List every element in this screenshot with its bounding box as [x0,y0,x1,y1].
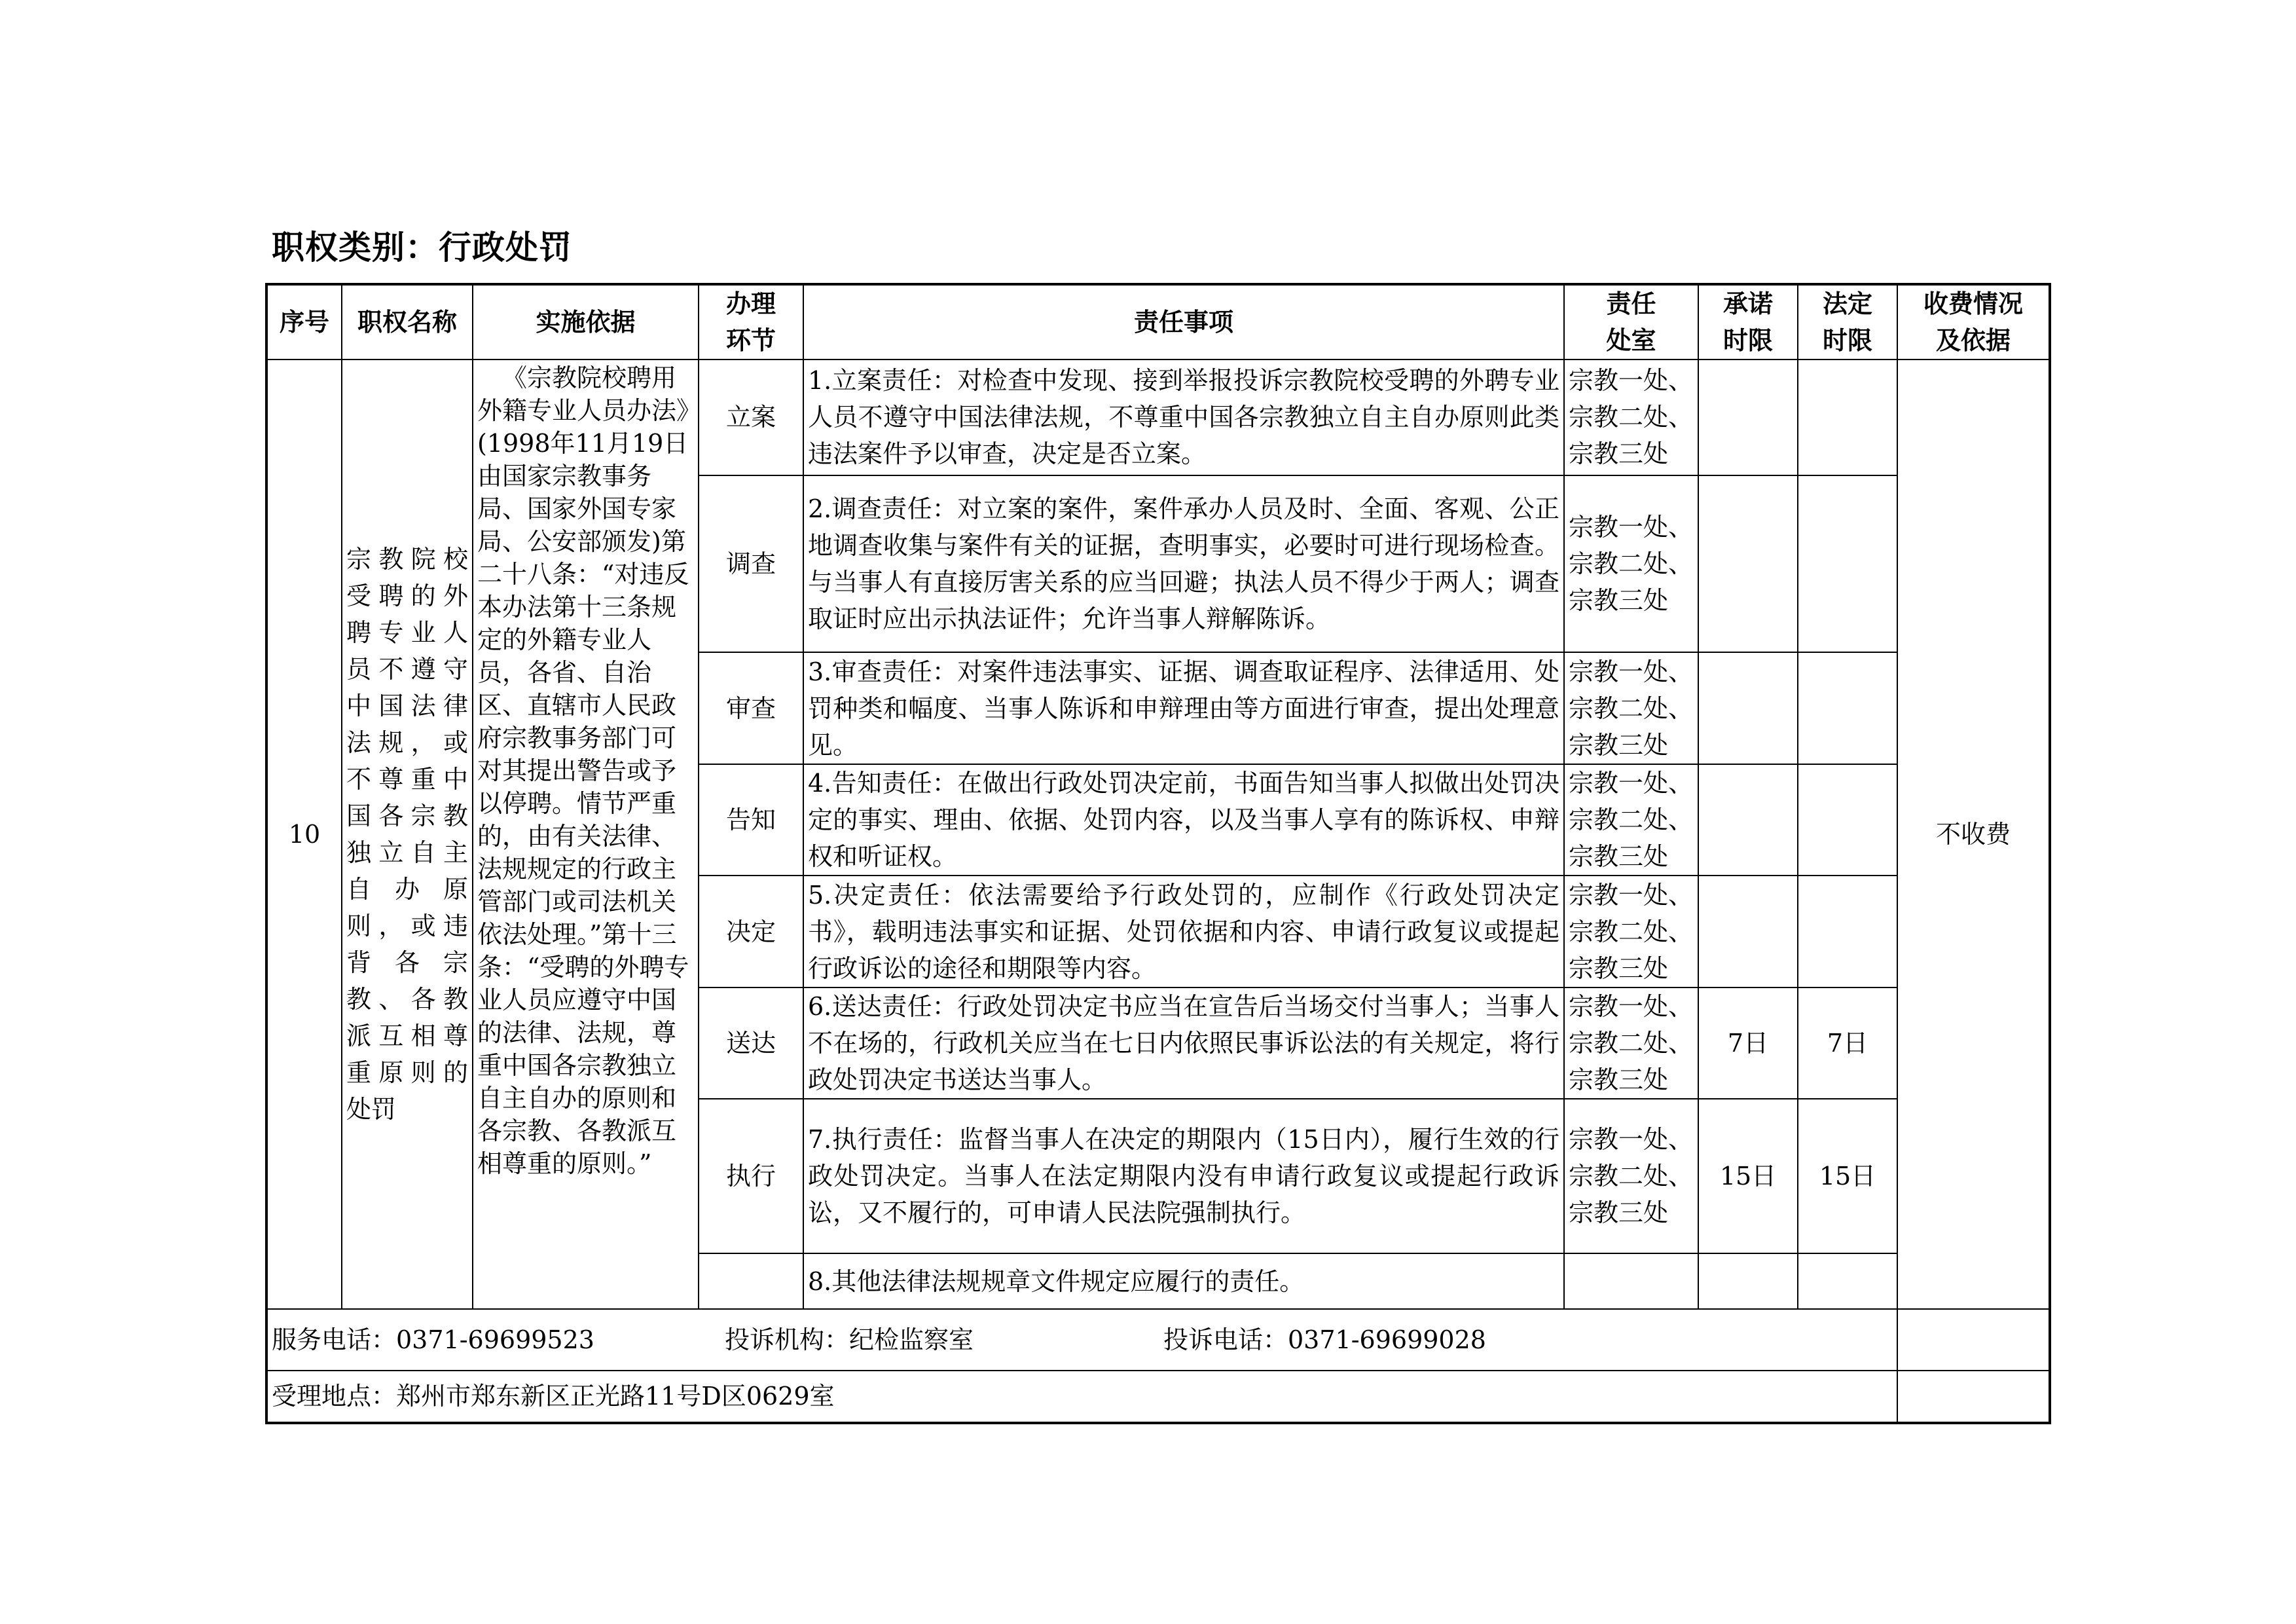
header-duty: 责任事项 [803,284,1564,360]
promise-cell [1698,360,1798,475]
legal-cell: 7日 [1798,987,1897,1099]
stage-cell: 执行 [699,1099,803,1253]
header-row [266,284,2050,360]
duty-cell: 3.审查责任：对案件违法事实、证据、调查取证程序、法律适用、处罚种类和幅度、当事人陈诉和申辩理由等方面进行审查，提出处理意见。 [803,652,1564,764]
promise-cell [1698,1253,1798,1309]
duty-cell: 5.决定责任：依法需要给予行政处罚的，应制作《行政处罚决定书》，载明违法事实和证据、处罚依据和内容、申请行政复议或提起行政诉讼的途径和期限等内容。 [803,876,1564,987]
legal-cell [1798,1253,1897,1309]
complaint-phone: 投诉电话：0371-69699028 [1163,1325,1486,1355]
office-cell: 宗教一处、 宗教二处、 宗教三处 [1564,475,1698,653]
page-title: 职权类别：行政处罚 [272,229,572,267]
duty-cell: 1.立案责任：对检查中发现、接到举报投诉宗教院校受聘的外聘专业人员不遵守中国法律法规，不尊重中国各宗教独立自主自办原则此类违法案件予以审查，决定是否立案。 [803,360,1564,475]
header-basis: 实施依据 [473,284,699,360]
stage-cell: 告知 [699,764,803,876]
header-promise: 承诺 时限 [1698,284,1798,360]
promise-cell: 7日 [1698,987,1798,1099]
legal-cell: 15日 [1798,1099,1897,1253]
stage-cell: 审查 [699,652,803,764]
contact-row [266,1309,2050,1370]
promise-cell [1698,475,1798,653]
duty-cell: 8.其他法律法规规章文件规定应履行的责任。 [803,1253,1564,1309]
header-fee: 收费情况 及依据 [1897,284,2050,360]
legal-cell [1798,652,1897,764]
office-cell: 宗教一处、 宗教二处、 宗教三处 [1564,764,1698,876]
stage-cell: 调查 [699,475,803,653]
office-cell: 宗教一处、 宗教二处、 宗教三处 [1564,1099,1698,1253]
stage-cell [699,1253,803,1309]
header-legal: 法定 时限 [1798,284,1897,360]
duty-cell: 7.执行责任：监督当事人在决定的期限内（15日内），履行生效的行政处罚决定。当事人在法定期限内没有申请行政复议或提起行政诉讼，又不履行的，可申请人民法院强制执行。 [803,1099,1564,1253]
empty-cell [1897,1309,2050,1370]
office-cell: 宗教一处、 宗教二处、 宗教三处 [1564,987,1698,1099]
service-phone: 服务电话：0371-69699523 [272,1325,594,1355]
duty-cell: 6.送达责任：行政处罚决定书应当在宣告后当场交付当事人；当事人不在场的，行政机关应当在七日内依照民事诉讼法的有关规定，将行政处罚决定书送达当事人。 [803,987,1564,1099]
table-row [266,360,2050,475]
header-office: 责任 处室 [1564,284,1698,360]
duty-cell: 4.告知责任：在做出行政处罚决定前，书面告知当事人拟做出处罚决定的事实、理由、依据、处罚内容，以及当事人享有的陈诉权、申辩权和听证权。 [803,764,1564,876]
duty-cell: 2.调查责任：对立案的案件，案件承办人员及时、全面、客观、公正地调查收集与案件有关的证据，查明事实，必要时可进行现场检查。与当事人有直接厉害关系的应当回避；执法人员不得少于两人；调查取证时应出示执法证件；允许当事人辩解陈诉。 [803,475,1564,653]
contact-cell [266,1309,1897,1370]
address-row [266,1371,2050,1423]
legal-cell [1798,360,1897,475]
seq-cell: 10 [266,360,342,1309]
promise-cell [1698,876,1798,987]
header-name: 职权名称 [342,284,473,360]
header-seq: 序号 [266,284,342,360]
power-name-cell: 宗教院校受聘的外聘专业人员不遵守中国法律法规，或不尊重中国各宗教独立自主自办原则，或违背各宗教、各教派互相尊重原则的处罚 [342,360,473,1309]
stage-cell: 送达 [699,987,803,1099]
legal-cell [1798,876,1897,987]
address-cell: 受理地点：郑州市郑东新区正光路11号D区0629室 [266,1371,1897,1423]
promise-cell [1698,764,1798,876]
empty-cell [1897,1371,2050,1423]
office-cell: 宗教一处、 宗教二处、 宗教三处 [1564,652,1698,764]
stage-cell: 决定 [699,876,803,987]
basis-cell: 《宗教院校聘用外籍专业人员办法》(1998年11月19日由国家宗教事务局、国家外国专家局、公安部颁发)第二十八条：“对违反本办法第十三条规定的外籍专业人员，各省、自治区、直辖市人民政府宗教事务部门可对其提出警告或予以停聘。情节严重的，由有关法律、法规规定的行政主管部门或司法机关依法处理。”第十三条：“受聘的外聘专业人员应遵守中国的法律、法规，尊重中国各宗教独立自主自办的原则和各宗教、各教派互相尊重的原则。” [473,360,699,1309]
complaint-org: 投诉机构：纪检监察室 [725,1325,974,1355]
office-cell [1564,1253,1698,1309]
promise-cell [1698,652,1798,764]
office-cell: 宗教一处、 宗教二处、 宗教三处 [1564,360,1698,475]
fee-cell: 不收费 [1897,360,2050,1309]
office-cell: 宗教一处、 宗教二处、 宗教三处 [1564,876,1698,987]
header-stage: 办理 环节 [699,284,803,360]
legal-cell [1798,764,1897,876]
promise-cell: 15日 [1698,1099,1798,1253]
responsibility-table [265,283,2051,1424]
legal-cell [1798,475,1897,653]
stage-cell: 立案 [699,360,803,475]
